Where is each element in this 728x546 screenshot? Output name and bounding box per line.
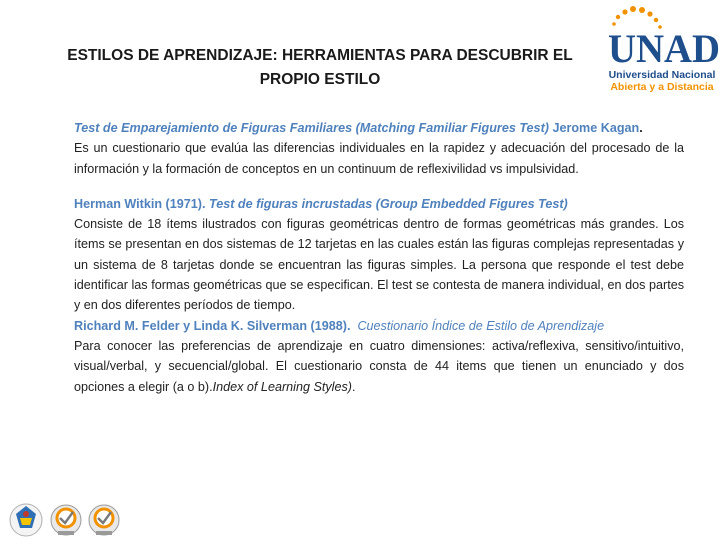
certification-icon [89, 505, 119, 535]
section2-body: Consiste de 18 ítems ilustrados con figuras geométricas dentro de formas geométricas más grandes. Los ítems se presentan en dos sistemas de 12 tarjetas en las cuales están las figuras complejas representadas y un sistema de 8 tarjetas donde se encuentran las figuras simples. La persona que responde el test debe identificar las formas geométricas que se especifican. El test se contesta de manera individual, en dos partes y en dos diferentes períodos de tiempo. [74, 217, 684, 313]
slide-title-line1: ESTILOS DE APRENDIZAJE: HERRAMIENTAS PARA DESCUBRIR EL [67, 47, 573, 64]
unad-logo [600, 4, 724, 96]
section2-author: Herman Witkin (1971). [74, 196, 206, 211]
section3-body-text: Para conocer las preferencias de aprendizaje en cuatro dimensiones: activa/reflexiva, sensitivo/intuitivo, visual/verbal, y secuencial/global. El cuestionario consta de 44 items que tienen un enunciado y dos opciones a elegir (a o b). [74, 338, 684, 394]
footer-logos [0, 492, 140, 546]
section1-author: Jerome Kagan [552, 121, 640, 135]
section2-heading: Test de figuras incrustadas (Group Embedded Figures Test) [208, 196, 568, 211]
certification-icon [51, 505, 81, 535]
section3-body: Para conocer las preferencias de aprendizaje en cuatro dimensiones: activa/reflexiva, sensitivo/intuitivo, visual/verbal, y secuencial/global. El cuestionario consta de 44 items que tienen un enunciado y dos opciones a elegir (a o b).Index of Learning Styles). [74, 338, 684, 394]
logo-subtitle-line1: Universidad Nacional [608, 69, 716, 81]
slide-title-line2: PROPIO ESTILO [259, 71, 381, 88]
logo-wordmark: UNAD [608, 26, 720, 71]
section3-author: Richard M. Felder y Linda K. Silverman (1988) [74, 318, 347, 333]
section3-heading: Cuestionario Índice de Estilo de Aprendizaje [357, 318, 605, 333]
logo-subtitle-line2: Abierta y a Distancia [610, 81, 714, 93]
section3-title: Richard M. Felder y Linda K. Silverman (1988). Cuestionario Índice de Estilo de Aprendizaje [74, 318, 605, 333]
slide-content [74, 118, 684, 397]
section3-body-end: Index of Learning Styles) [212, 379, 352, 394]
section1-heading: Test de Emparejamiento de Figuras Familiares (Matching Familiar Figures Test) [74, 121, 549, 135]
section1-title: Test de Emparejamiento de Figuras Familiares (Matching Familiar Figures Test) Jerome Kagan. [74, 121, 643, 135]
slide-title [40, 44, 600, 92]
section2-title [74, 194, 684, 214]
section1-body: Es un cuestionario que evalúa las diferencias individuales en la rapidez y adecuación del procesado de la información y la formación de conceptos en un continuum de reflexivilidad vs impulsividad. [74, 141, 684, 176]
colombia-seal-icon [10, 504, 42, 536]
